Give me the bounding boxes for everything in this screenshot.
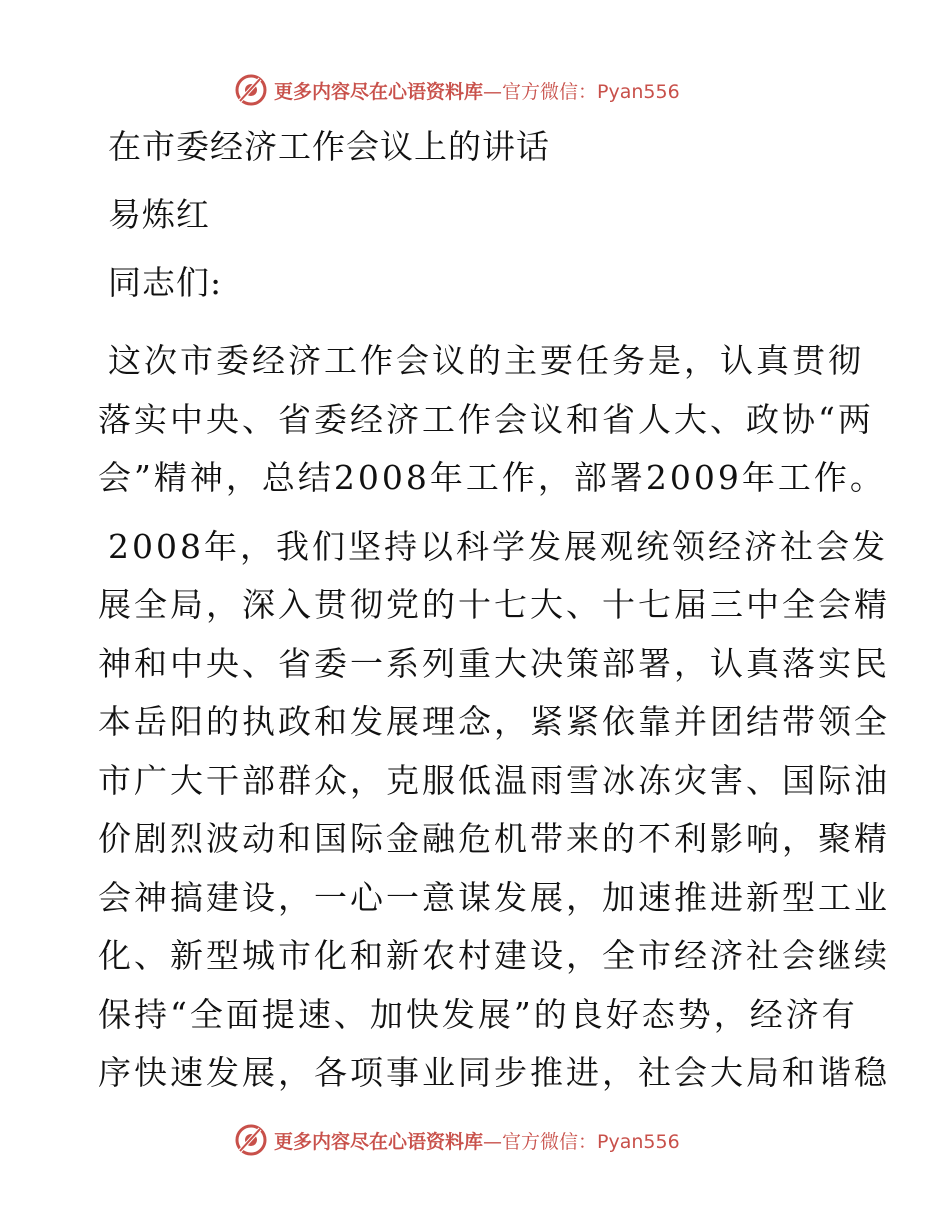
document-body: [98, 118, 890, 1103]
logo-icon: [234, 73, 268, 107]
logo-icon: [234, 1123, 268, 1157]
banner-separator: —: [483, 80, 503, 103]
banner-contact: 官方微信：Pyan556: [502, 80, 680, 103]
banner-brand: 更多内容尽在心语资料库: [274, 80, 484, 103]
paragraph-line: 化、新型城市化和新农村建设，全市经济社会继续: [98, 936, 890, 975]
paragraph-line: 神和中央、省委一系列重大决策部署，认真落实民: [98, 643, 890, 683]
paragraph-line: 会神搞建设，一心一意谋发展，加速推进新型工业: [98, 877, 890, 917]
paragraph-line: 价剧烈波动和国际金融危机带来的不利影响，聚精: [98, 819, 890, 858]
banner-text: [274, 1127, 680, 1154]
paragraph-line: 这次市委经济工作会议的主要任务是，认真贯彻: [108, 341, 864, 380]
banner-brand: 更多内容尽在心语资料库: [274, 1130, 484, 1153]
paragraph-1: [98, 332, 886, 508]
paragraph-2: [98, 518, 890, 1103]
paragraph-line: 2008年，我们坚持以科学发展观统领经济社会发: [108, 526, 888, 566]
paragraph-line: 落实中央、省委经济工作会议和省人大、政协“两: [98, 399, 874, 439]
banner-contact: 官方微信：Pyan556: [502, 1130, 680, 1153]
salutation: 同志们:: [108, 263, 223, 302]
document-author: 易炼红: [108, 195, 210, 234]
document-title: 在市委经济工作会议上的讲话: [108, 127, 550, 166]
paragraph-line: 市广大干部群众，克服低温雨雪冰冻灾害、国际油: [98, 760, 890, 800]
paragraph-line: 本岳阳的执政和发展理念，紧紧依靠并团结带领全: [98, 702, 890, 741]
banner-text: [274, 77, 680, 104]
paragraph-line: 保持“全面提速、加快发展”的良好态势，经济有: [98, 994, 858, 1034]
paragraph-line: 序快速发展，各项事业同步推进，社会大局和谐稳: [98, 1053, 890, 1092]
banner-separator: —: [483, 1130, 503, 1153]
footer-banner: [234, 1120, 680, 1160]
header-banner: [234, 70, 680, 110]
paragraph-line: 会”精神，总结2008年工作，部署2009年工作。: [98, 458, 886, 497]
paragraph-line: 展全局，深入贯彻党的十七大、十七届三中全会精: [98, 585, 890, 624]
